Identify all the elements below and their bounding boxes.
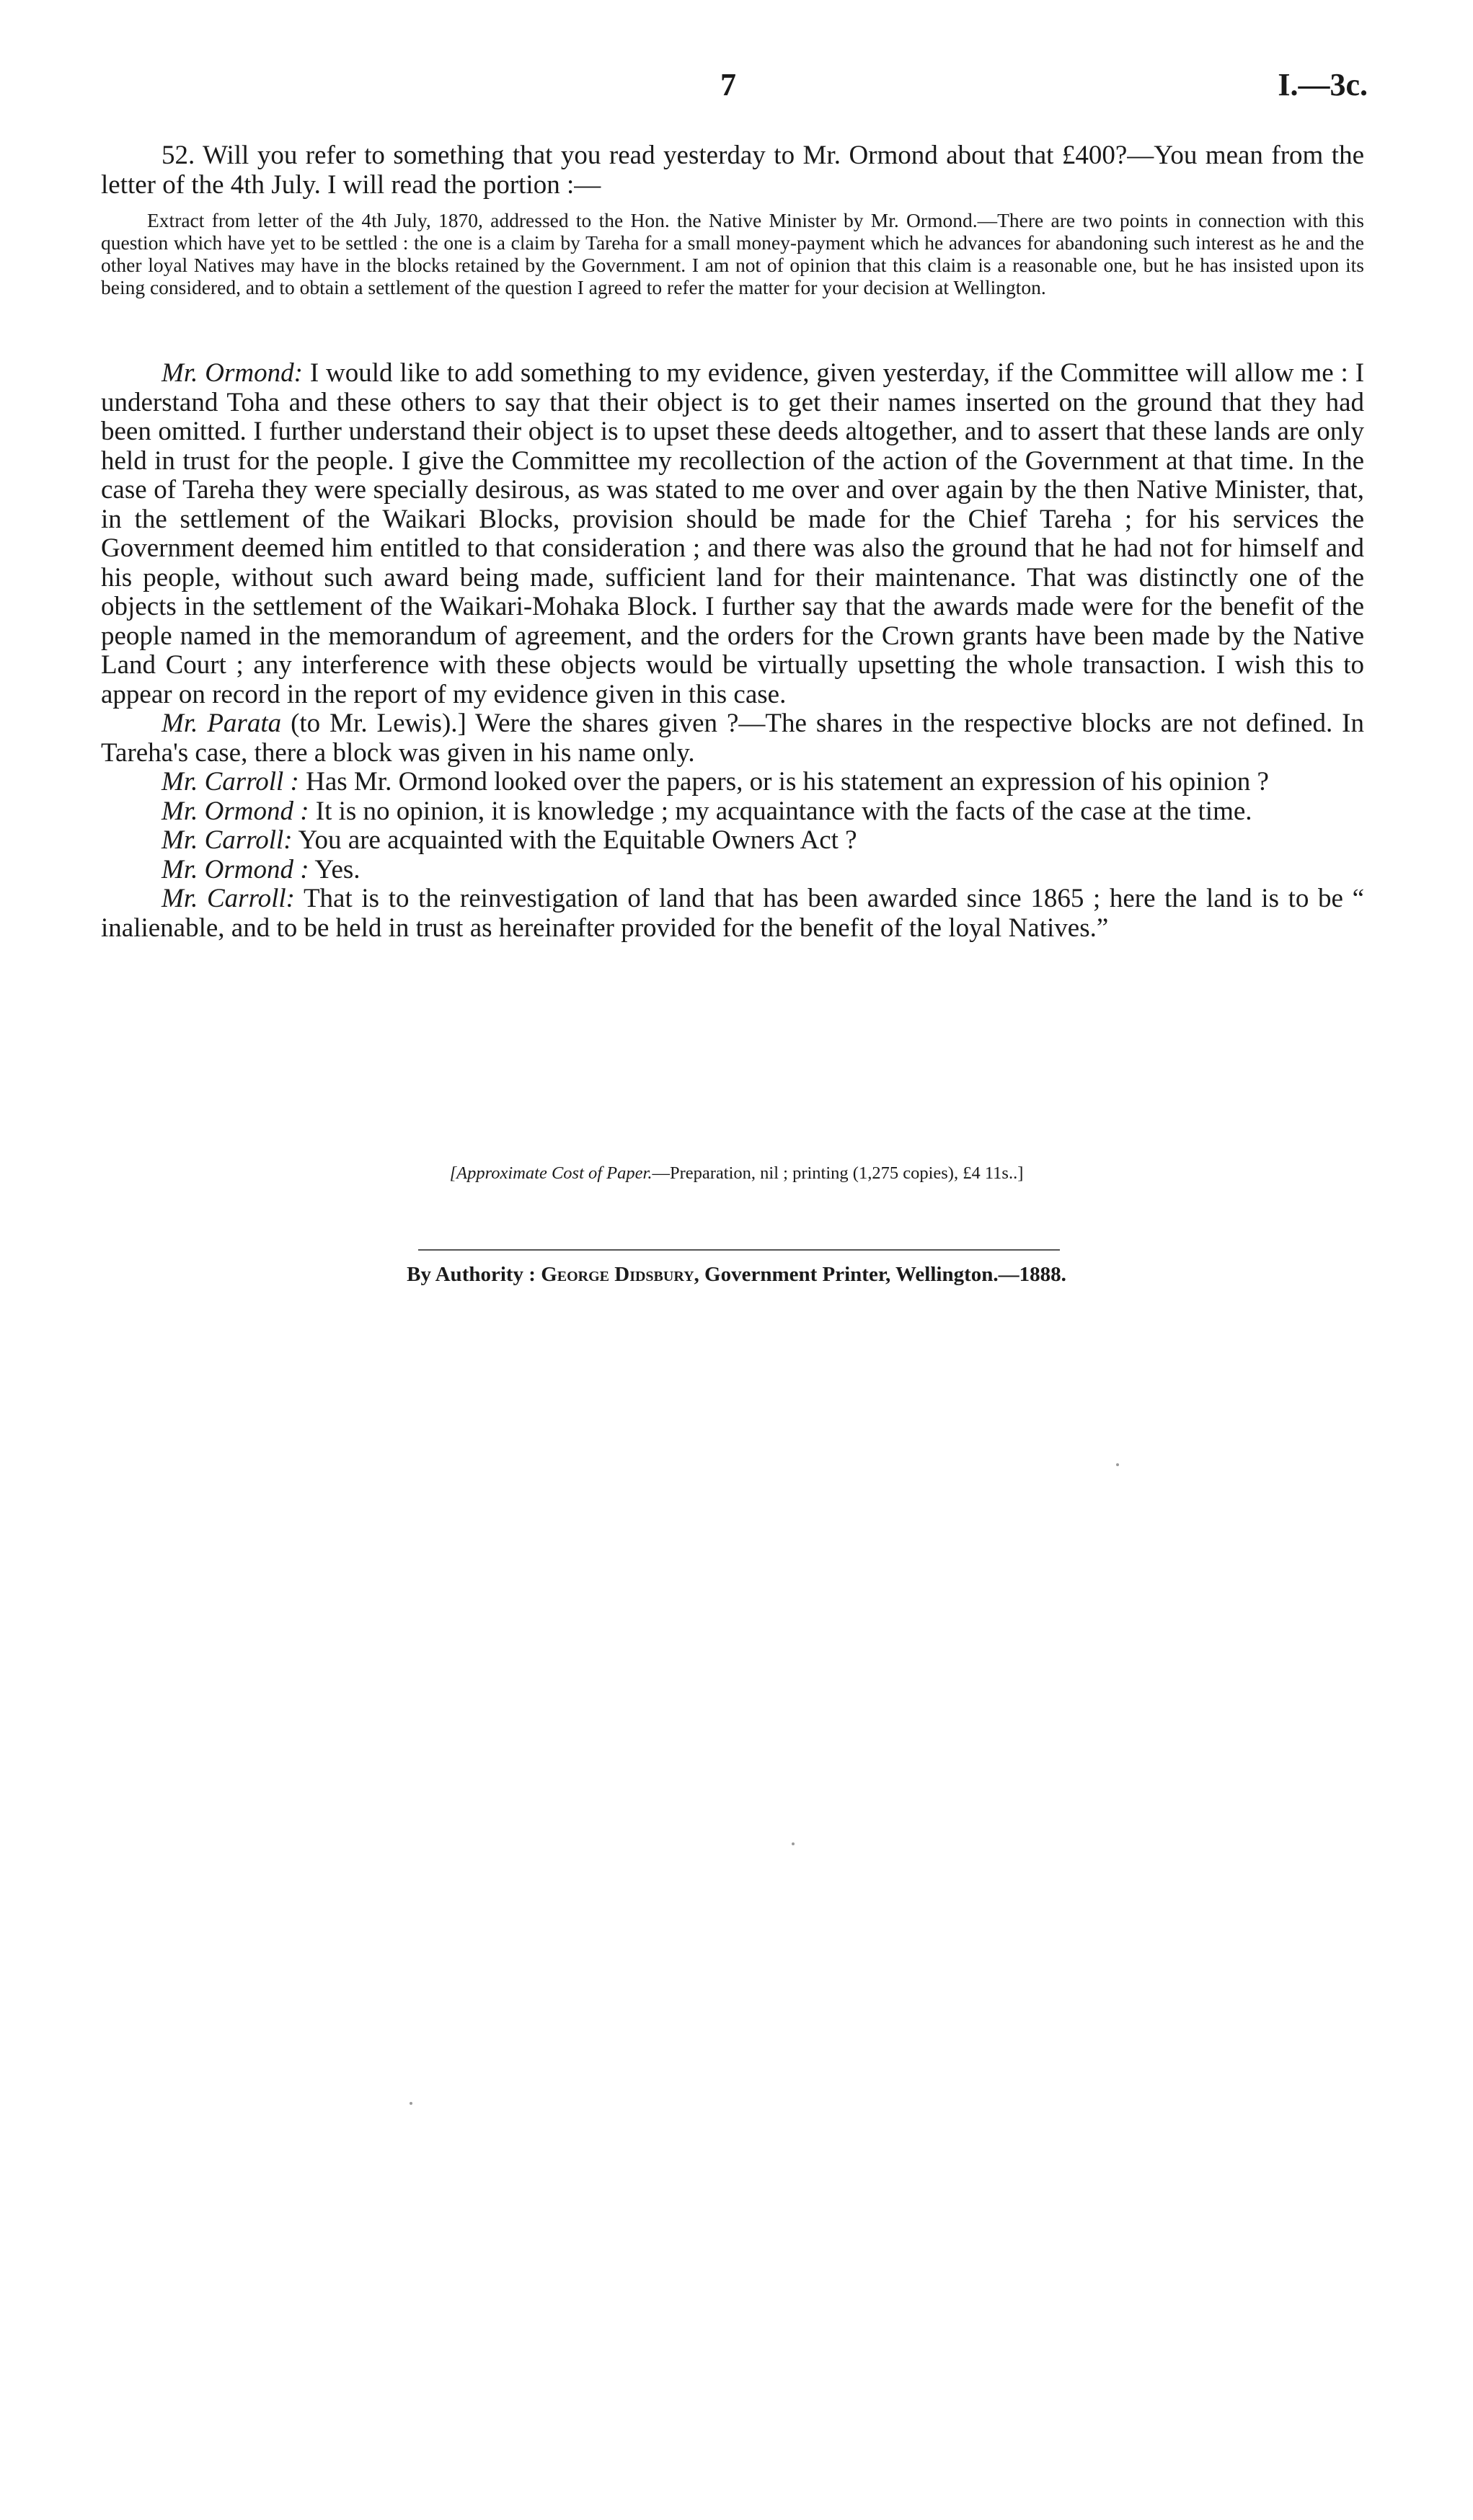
divider-rule bbox=[418, 1249, 1060, 1251]
testimony-paragraph bbox=[101, 797, 1364, 827]
letter-extract: Extract from letter of the 4th July, 1870, addressed to the Hon. the Native Minister by Mr. Ormond.—There are two points in connection with this question which have yet to be settled : the one is a claim by Tareha for a small money-payment which he advances for abandoning such interest as he and the other loyal Natives may have in the blocks retained by the Government. I am not of opinion that this claim is a reasonable one, but he has insisted upon its being considered, and to obtain a settlement of the question I agreed to refer the matter for your decision at Wellington. bbox=[101, 209, 1364, 298]
testimony-paragraph bbox=[101, 709, 1364, 768]
cost-detail: —Preparation, nil ; printing (1,275 copies), £4 11s..] bbox=[652, 1163, 1024, 1183]
speaker-name: Mr. Carroll: bbox=[162, 825, 293, 855]
testimony-paragraph bbox=[101, 768, 1364, 797]
speaker-name: Mr. Ormond : bbox=[162, 854, 309, 884]
document-reference: I.—3c. bbox=[1278, 67, 1368, 102]
statement-text: You are acquainted with the Equitable Owners Act ? bbox=[298, 825, 857, 855]
question-52-text: 52. Will you refer to something that you read yesterday to Mr. Ormond about that £400?—You mean from the letter of the 4th July. I will read the portion :— bbox=[101, 141, 1364, 200]
scan-speck bbox=[1116, 1463, 1119, 1466]
testimony-paragraph bbox=[101, 856, 1364, 885]
speaker-name: Mr. Parata bbox=[162, 709, 282, 738]
statement-text: Yes. bbox=[314, 854, 360, 884]
printer-imprint bbox=[0, 1263, 1473, 1287]
testimony-paragraph bbox=[101, 884, 1364, 943]
printer-name: George Didsbury bbox=[541, 1263, 694, 1286]
statement-text: (to Mr. Lewis).] Were the shares given ?—The shares in the respective blocks are not defined. In Tareha's case, there a block was given in his name only. bbox=[101, 709, 1364, 768]
statement-text: That is to the reinvestigation of land that has been awarded since 1865 ; here the land is to be “ inalienable, and to be held in trust as hereinafter provided for the benefit of the loyal Natives.” bbox=[101, 884, 1364, 943]
speaker-name: Mr. Ormond : bbox=[162, 796, 309, 826]
question-52 bbox=[101, 141, 1364, 200]
cost-of-paper-note bbox=[0, 1163, 1473, 1184]
speaker-name: Mr. Ormond: bbox=[162, 358, 303, 388]
statement-text: I would like to add something to my evidence, given yesterday, if the Committee will allow me : I understand Toha and these others to say that their object is to get their names inserted on the ground that they had been omitted. I further understand their object is to upset these deeds altogether, and to assert that these lands are only held in trust for the people. I give the Committee my recollection of the action of the Government at that time. In the case of Tareha they were specially desirous, as was stated to me over and over again by the then Native Minister, that, in the settlement of the Waikari Blocks, provision should be made for the Chief Tareha ; for his services the Government deemed him entitled to that consideration ; and there was also the ground that he had not for himself and his people, without such award being made, sufficient land for their maintenance. That was distinctly one of the objects in the settlement of the Waikari-Mohaka Block. I further say that the awards made were for the benefit of the people named in the memorandum of agreement, and the orders for the Crown grants have been made by the Native Land Court ; any interference with these objects would be virtually upsetting the whole transaction. I wish this to appear on record in the report of my evidence given in this case. bbox=[101, 358, 1365, 709]
testimony-paragraph bbox=[101, 826, 1364, 856]
statement-text: Has Mr. Ormond looked over the papers, or is his statement an expression of his opinion ? bbox=[306, 767, 1269, 797]
authority-suffix: , Government Printer, Wellington.—1888. bbox=[694, 1263, 1066, 1286]
cost-label: [Approximate Cost of Paper. bbox=[449, 1163, 653, 1183]
authority-prefix: By Authority : bbox=[407, 1263, 536, 1286]
speaker-name: Mr. Carroll : bbox=[162, 767, 299, 797]
speaker-name: Mr. Carroll: bbox=[162, 884, 295, 913]
testimony-paragraph bbox=[101, 359, 1364, 709]
scan-speck bbox=[410, 2102, 412, 2105]
testimony-section bbox=[101, 359, 1364, 943]
page-number: 7 bbox=[720, 67, 736, 102]
scan-speck bbox=[792, 1842, 795, 1845]
statement-text: It is no opinion, it is knowledge ; my acquaintance with the facts of the case at the time. bbox=[315, 796, 1252, 826]
